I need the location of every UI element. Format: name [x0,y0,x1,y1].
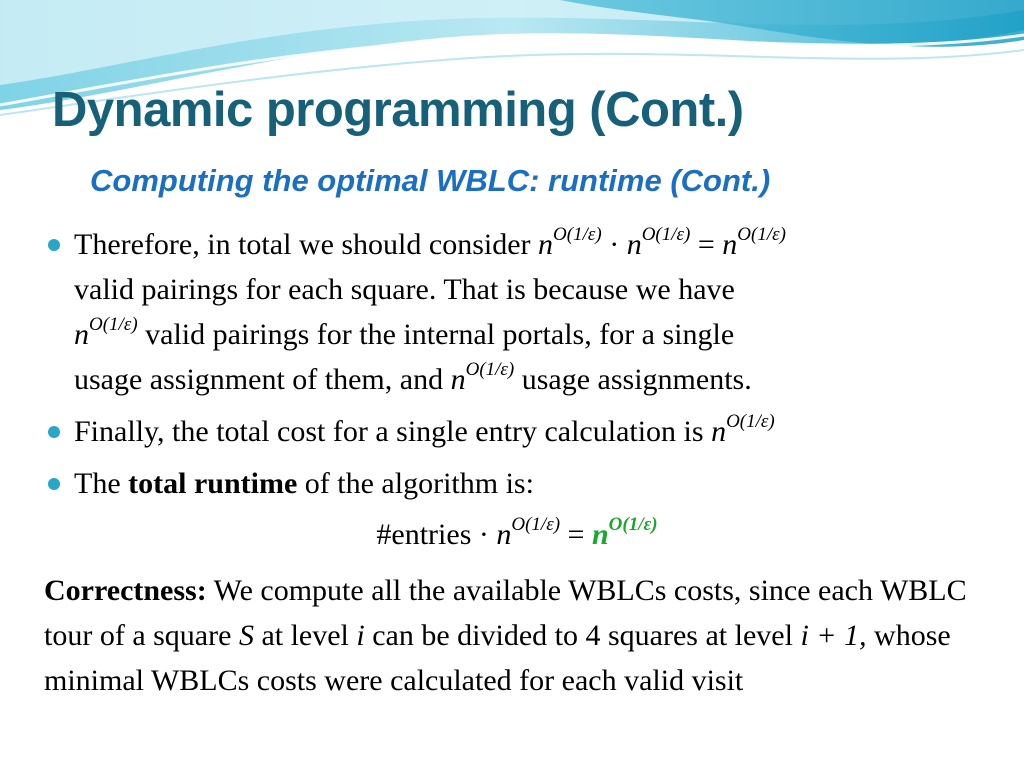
formula-result-exponent: O(1/ε) [608,514,658,535]
correctness-paragraph [44,568,1004,703]
bullet-item [44,222,1004,402]
math-i: i [356,619,365,652]
formula-result-n: n [591,518,609,551]
bullet-bold-text: total runtime [128,467,298,500]
math-exponent: O(1/ε) [465,359,515,380]
bullet-item [44,461,1004,506]
math-operator: = [690,228,723,261]
runtime-formula [0,512,1024,557]
math-n: n [450,363,466,396]
bullet-dot-icon [48,239,60,251]
bullet-text: valid pairings for each square. That is because we have [74,273,735,306]
slide-subtitle: Computing the optimal WBLC: runtime (Cont.) [90,163,771,198]
slide-title: Dynamic programming (Cont.) [52,83,744,137]
bullet-dot-icon [48,426,60,438]
math-n: n [74,318,89,351]
bullet-list [44,222,1004,513]
bullet-text: Finally, the total cost for a single entry calculation is [74,415,712,448]
formula-lhs: #entries · [376,518,497,551]
correctness-label: Correctness: [44,574,207,607]
math-n: n [626,228,642,261]
math-exponent: O(1/ε) [511,514,561,535]
math-n: n [496,518,512,551]
bullet-text: of the algorithm is: [297,467,534,500]
paragraph-text: We compute all the available WBLCs costs, since each WBLC tour of a square [44,574,967,652]
math-n: n [711,415,727,448]
bullet-text: valid pairings for the internal portals, for a single [137,318,735,351]
paragraph-text: whose minimal WBLCs costs were calculated for each valid visit [44,619,951,697]
paragraph-text: can be divided to 4 squares at level [364,619,801,652]
bullet-item [44,409,1004,454]
paragraph-text: at level [253,619,357,652]
bullet-text: Therefore, in total we should consider [74,228,539,261]
math-exponent: O(1/ε) [553,224,602,245]
math-exponent: O(1/ε) [641,224,691,245]
bullet-text: usage assignments. [514,363,752,396]
bullet-text: The [74,467,129,500]
math-exponent: O(1/ε) [726,411,775,432]
math-S: S [238,619,254,652]
math-operator: · [601,228,627,261]
math-exponent: O(1/ε) [89,314,138,335]
math-exponent: O(1/ε) [737,224,786,245]
math-i-plus-1: i + 1, [800,619,867,652]
math-n: n [722,228,738,261]
bullet-text: usage assignment of them, and [74,363,451,396]
math-operator: = [560,518,592,551]
bullet-dot-icon [48,478,60,490]
math-n: n [538,228,554,261]
